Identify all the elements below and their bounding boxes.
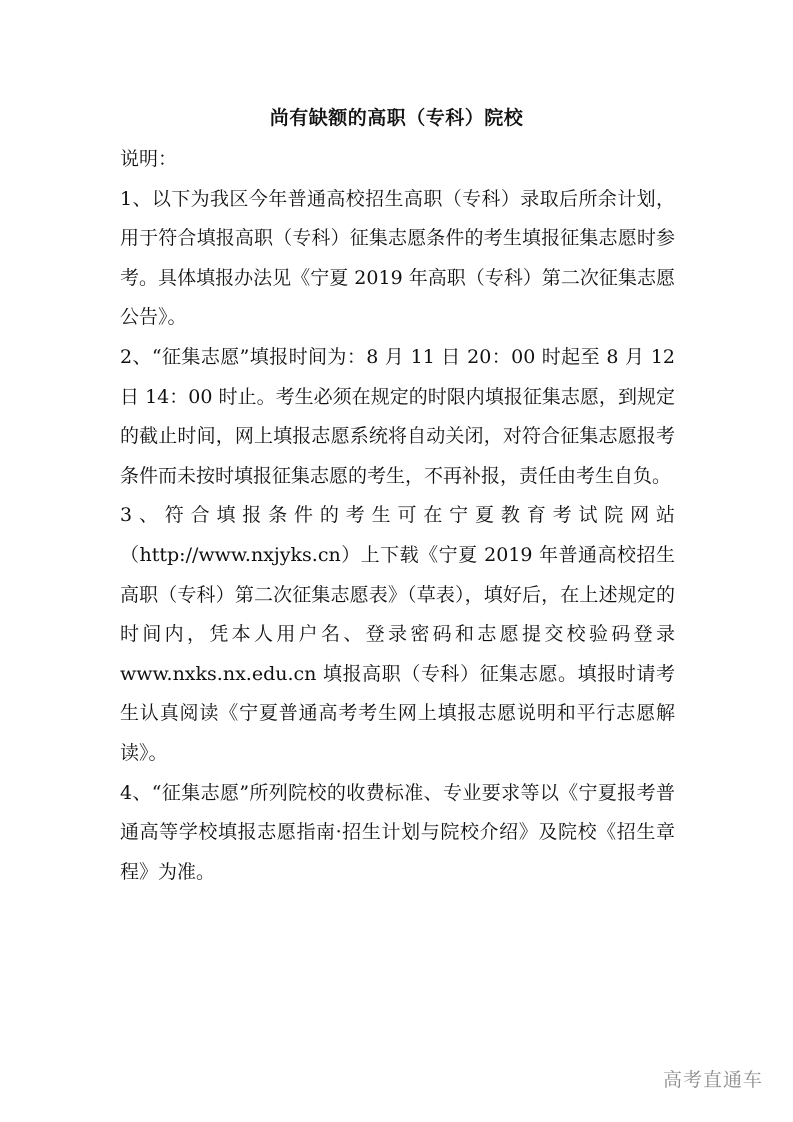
intro-label: 说明： <box>120 148 178 170</box>
paragraph-1: 1、以下为我区今年普通高校招生高职（专科）录取后所余计划，用于符合填报高职（专科）征集志愿条件的考生填报征集志愿时参考。具体填报办法见《宁夏 2019 年高职（专科）第二次征集志愿公告》。 <box>120 187 675 329</box>
watermark-text: 高考直通车 <box>662 1069 763 1091</box>
paragraph-4: 4、“征集志愿”所列院校的收费标准、专业要求等以《宁夏报考普通高等学校填报志愿指南·招生计划与院校介绍》及院校《招生章程》为准。 <box>120 781 675 883</box>
document-title: 尚有缺额的高职（专科）院校 <box>269 107 524 129</box>
document-body <box>120 140 675 892</box>
paragraph-2: 2、“征集志愿”填报时间为：8 月 11 日 20：00 时起至 8 月 12 日 14：00 时止。考生必须在规定的时限内填报征集志愿，到规定的截止时间，网上填报志愿系统将自动关闭，对符合征集志愿报考条件而未按时填报征集志愿的考生，不再补报，责任由考生自负。 <box>120 345 675 487</box>
paragraph-3: 3、符合填报条件的考生可在宁夏教育考试院网站（http://www.nxjyks.cn）上下载《宁夏 2019 年普通高校招生高职（专科）第二次征集志愿表》（草表），填好后，在上述规定的时间内，凭本人用户名、登录密码和志愿提交校验码登录 www.nxks.nx.edu.cn 填报高职（专科）征集志愿。填报时请考生认真阅读《宁夏普通高考考生网上填报志愿说明和平行志愿解读》。 <box>120 504 675 764</box>
